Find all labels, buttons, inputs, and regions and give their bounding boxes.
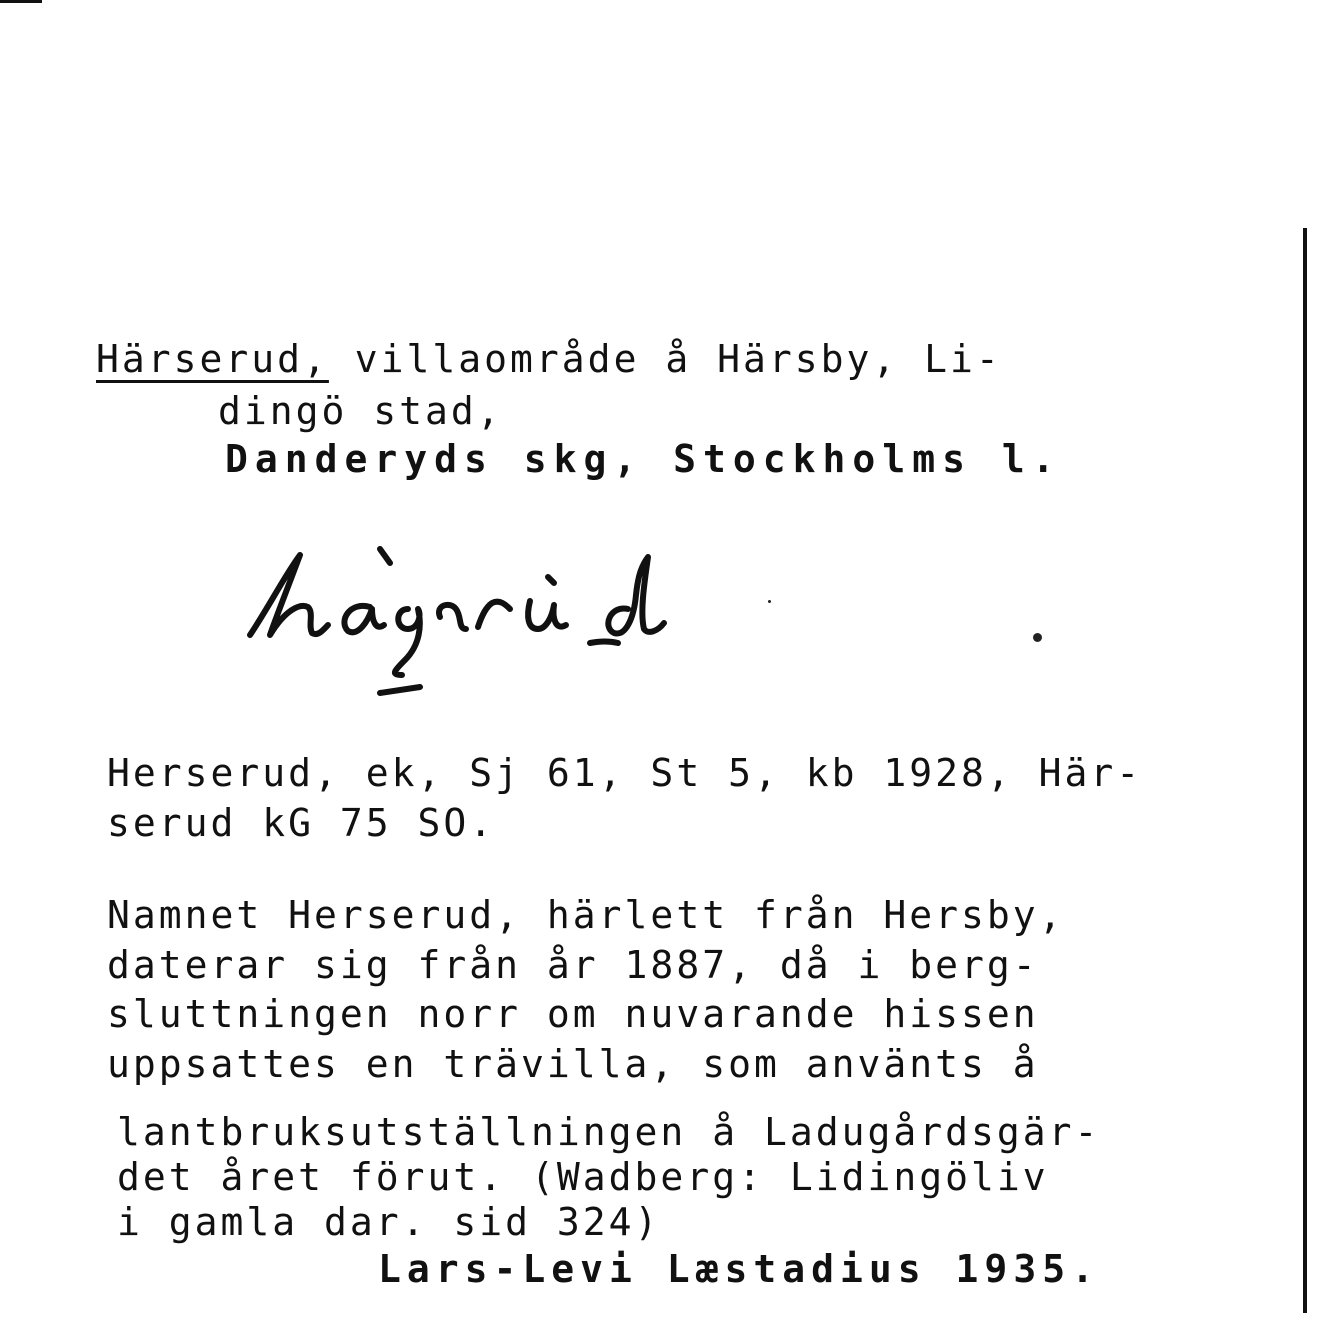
ink-speck [768, 600, 771, 603]
handwritten-annotation-icon [230, 525, 730, 705]
history-line-5: lantbruksutställningen å Ladugårdsgär- [117, 1110, 1101, 1154]
history-line-3: sluttningen norr om nuvarande hissen [107, 992, 1039, 1036]
entry-heading-word: Härserud, [96, 337, 329, 381]
entry-line-1-rest: villaområde å Härsby, Li- [328, 337, 1002, 381]
history-line-6: det året förut. (Wadberg: Lidingöliv [117, 1155, 1049, 1199]
history-line-4: uppsattes en trävilla, som använts å [107, 1042, 1039, 1086]
entry-line-3: Danderyds skg, Stockholms l. [225, 437, 1062, 481]
entry-line-1 [96, 337, 1002, 381]
forms-line-2: serud kG 75 SO. [107, 801, 496, 845]
forms-line-1: Herserud, ek, Sj 61, St 5, kb 1928, Här- [107, 751, 1143, 795]
card-corner-mark [0, 0, 42, 3]
entry-line-2: dingö stad, [218, 389, 503, 433]
history-line-7: i gamla dar. sid 324) [117, 1200, 661, 1244]
card-right-border [1303, 228, 1307, 1313]
history-line-2: daterar sig från år 1887, då i berg- [107, 943, 1039, 987]
ink-dot [1033, 633, 1042, 642]
history-line-1: Namnet Herserud, härlett från Hersby, [107, 893, 1065, 937]
signature-line: Lars-Levi Læstadius 1935. [378, 1247, 1100, 1291]
